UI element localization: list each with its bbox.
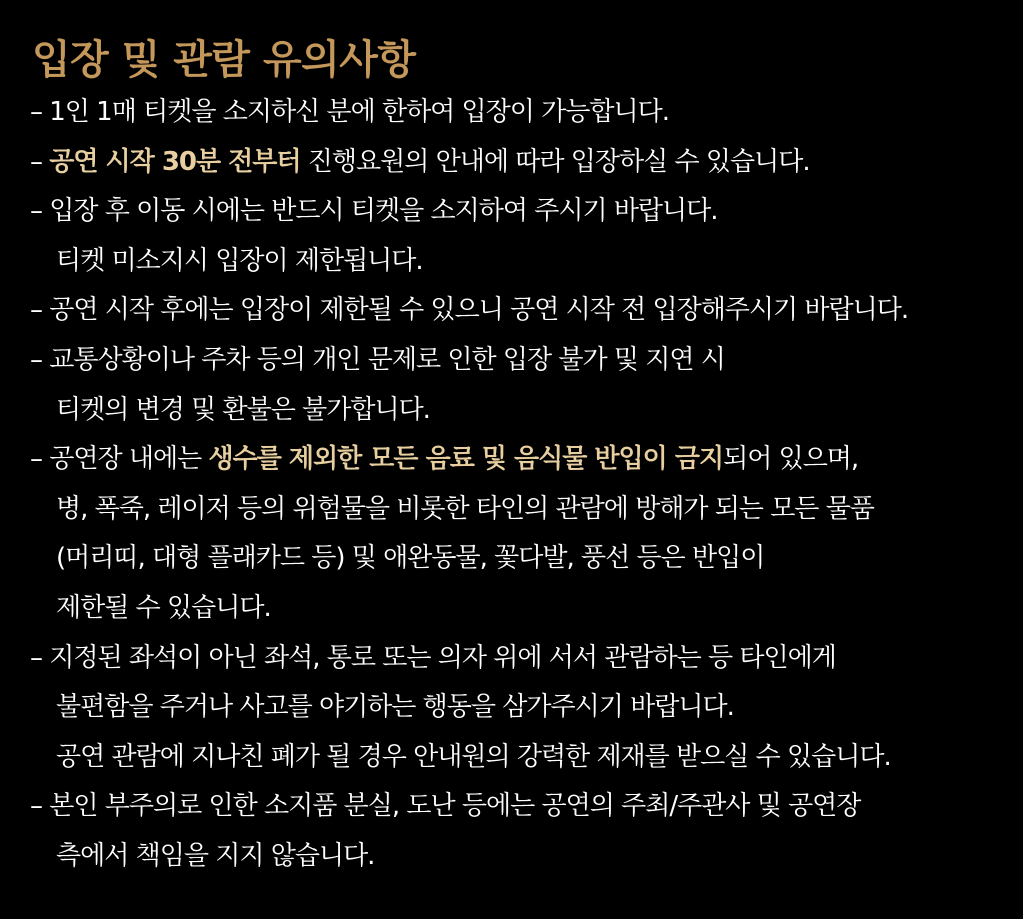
notice-text: 공연 관람에 지나친 폐가 될 경우 안내원의 강력한 제재를 받으실 수 있습니다.	[56, 742, 891, 772]
notice-text: 병, 폭죽, 레이저 등의 위험물을 비롯한 타인의 관람에 방해가 되는 모든 물품	[56, 494, 874, 524]
notice-text: 불편함을 주거나 사고를 야기하는 행동을 삼가주시기 바랍니다.	[56, 692, 734, 722]
notice-item-continuation	[56, 538, 764, 578]
notice-text: – 입장 후 이동 시에는 반드시 티켓을 소지하여 주시기 바랍니다.	[30, 196, 718, 226]
notice-text: – 공연 시작 후에는 입장이 제한될 수 있으니 공연 시작 전 입장해주시기 바랍니다.	[30, 295, 909, 325]
notice-text: 제한될 수 있습니다.	[56, 593, 271, 623]
notice-title: 입장 및 관람 유의사항	[32, 37, 416, 83]
highlighted-text: 생수를 제외한 모든 음료 및 음식물 반입이 금지	[208, 444, 724, 474]
notice-text: 되어 있으며,	[723, 444, 859, 474]
notice-text: – 1인 1매 티켓을 소지하신 분에 한하여 입장이 가능합니다.	[30, 97, 670, 127]
notice-item-continuation	[56, 588, 271, 628]
notice-text: 티켓 미소지시 입장이 제한됩니다.	[56, 246, 423, 276]
notice-item	[30, 142, 810, 182]
notice-text: –	[30, 147, 50, 177]
notice-text: – 교통상황이나 주차 등의 개인 문제로 인한 입장 불가 및 지연 시	[30, 345, 725, 375]
notice-item	[30, 290, 908, 330]
notice-item	[30, 638, 836, 678]
notice-item	[30, 786, 860, 826]
notice-item-continuation	[56, 241, 423, 281]
notice-text: – 공연장 내에는	[30, 444, 209, 474]
notice-text: – 지정된 좌석이 아닌 좌석, 통로 또는 의자 위에 서서 관람하는 등 타인에게	[30, 643, 836, 673]
notice-item-continuation	[56, 836, 374, 876]
notice-text: 진행요원의 안내에 따라 입장하실 수 있습니다.	[300, 147, 810, 177]
highlighted-text: 공연 시작 30분 전부터	[49, 147, 301, 177]
notice-item	[30, 439, 858, 479]
notice-item-continuation	[56, 737, 891, 777]
notice-item-continuation	[56, 489, 874, 529]
notice-item	[30, 340, 725, 380]
notice-item-continuation	[56, 687, 734, 727]
notice-text: – 본인 부주의로 인한 소지품 분실, 도난 등에는 공연의 주최/주관사 및 공연장	[30, 791, 861, 821]
notice-item-continuation	[56, 390, 430, 430]
notice-text: 티켓의 변경 및 환불은 불가합니다.	[56, 395, 430, 425]
notice-item	[30, 92, 669, 132]
notice-text: (머리띠, 대형 플래카드 등) 및 애완동물, 꽃다발, 풍선 등은 반입이	[56, 543, 765, 573]
notice-item	[30, 191, 718, 231]
notice-text: 측에서 책임을 지지 않습니다.	[56, 841, 375, 871]
